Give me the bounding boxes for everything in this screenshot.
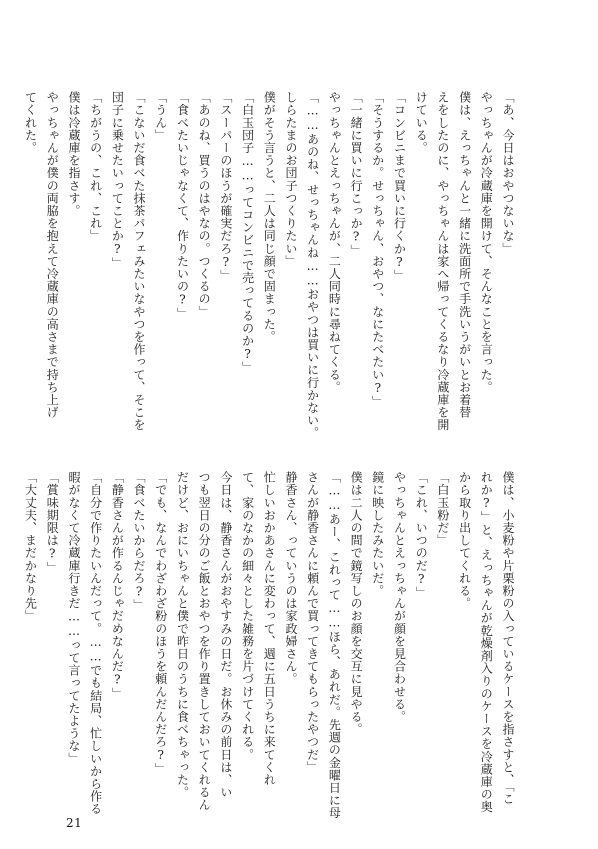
- text-line: やっちゃんとえっちゃんが、二人同時に尋ねてくる。: [327, 91, 342, 394]
- text-line: 「こないだ食べた抹茶パフェみたいなやつを作って、そこを: [132, 91, 147, 432]
- text-line: 「食べたいからだろ?」: [132, 471, 147, 612]
- text-line: やっちゃんとえっちゃんが顔を見合わせる。: [392, 471, 407, 723]
- text-line: 「食べたいじゃなくて、作りたいの?」: [175, 91, 190, 320]
- text-line: 「白玉団子……ってコンビニで売ってるのか?」: [240, 91, 255, 375]
- text-line: さんが静香さんに頼んで買ってきてもらったやつだ」: [305, 471, 320, 774]
- text-line: 「これ、いつのだ?」: [414, 471, 429, 599]
- text-line: 「一緒に買いに行こっか?」: [349, 91, 364, 257]
- text-line: 「あ、今日はおやつないな」: [501, 91, 515, 255]
- text-line: 「大丈夫、まだかなり先」: [23, 471, 38, 623]
- text-line: 「自分で作りたいんだって。……でも結局、忙しいから作る: [88, 471, 103, 816]
- text-line: 「スーパーのほうが確実だろ?」: [218, 91, 233, 282]
- text-line: 僕は、小麦粉や片栗粉の入っているケースを指さすと、「こ: [501, 471, 515, 806]
- text-line: 静香さん、っていうのは家政婦さん。: [283, 471, 298, 686]
- upper-text-block: [23, 91, 518, 451]
- text-line: けている。: [414, 91, 429, 154]
- text-line: 「でも、なんでわざわざ粉のほうを頼んだんだろ?」: [153, 471, 168, 776]
- text-line: 「……あのね、せっちゃんね……おやつは買いに行かない。: [305, 91, 320, 440]
- text-line: 僕は二人の間で鏡写しのお顔を交互に見やる。: [349, 471, 364, 736]
- text-line: 「賞味期限は?」: [45, 471, 60, 574]
- text-line: 「白玉粉だ」: [435, 471, 450, 547]
- text-line: 「静香さんが作るんじゃだめなんだ?」: [110, 471, 125, 700]
- text-line: から取り出してくれる。: [457, 471, 472, 610]
- text-line: 「そうするか。せっちゃん、おやつ、なにたべたい?」: [370, 91, 385, 408]
- text-line: 今日は、静香さんがおやすみの日だ。お休みの前日は、い: [218, 471, 233, 799]
- text-line: やっちゃんが僕の両脇を抱えて冷蔵庫の高さまで持ち上げ: [45, 91, 60, 419]
- text-line: 「あのね、買うのはやなの。つくるの」: [197, 91, 212, 318]
- text-line: 「ちがうの、これ、これ」: [88, 91, 103, 243]
- text-line: 僕は冷蔵庫を指さす。: [66, 91, 81, 217]
- text-line: 「うん」: [153, 91, 168, 142]
- lower-text-block: [23, 471, 518, 820]
- text-line: 暇がなくて冷蔵庫行きだ……って言ってたような」: [66, 471, 81, 765]
- text-line: 僕は、えっちゃんと一緒に洗面所で手洗いうがいとお着替: [457, 91, 472, 419]
- text-line: 鏡に映したみたいだ。: [370, 471, 385, 597]
- text-line: 僕がそう言うと、二人は同じ顔で固まった。: [262, 91, 277, 343]
- text-line: てくれた。: [23, 91, 38, 154]
- page-number: 21: [66, 816, 83, 830]
- text-line: 団子に乗せたいってことか?」: [110, 91, 125, 270]
- text-line: つも翌日の分のご飯とおやつを作り置きしておいてくれるん: [197, 471, 212, 812]
- text-line: えをしたのに、やっちゃんは家へ帰ってくるなり冷蔵庫を開: [435, 91, 450, 432]
- text-line: やっちゃんが冷蔵庫を開けて、そんなことを言った。: [479, 91, 494, 394]
- text-line: しらたまのお団子つくりたい」: [283, 91, 298, 268]
- text-line: れか?」と、えっちゃんが乾燥剤入りのケースを冷蔵庫の奥: [479, 471, 494, 814]
- text-line: 忙しいおかあさんに変わって、週に五日うちに来てくれ: [262, 471, 277, 786]
- text-line: て、家のなかの細々とした雑務を片づけてくれる。: [240, 471, 255, 761]
- text-line: 「コンビニまで買いに行くか?」: [392, 91, 407, 282]
- text-line: 「……あー、これって……ほら、あれだ。先週の金曜日に母: [327, 471, 342, 820]
- text-line: だけど、おにいちゃんと僕で昨日のうちに食べちゃった。: [175, 471, 190, 799]
